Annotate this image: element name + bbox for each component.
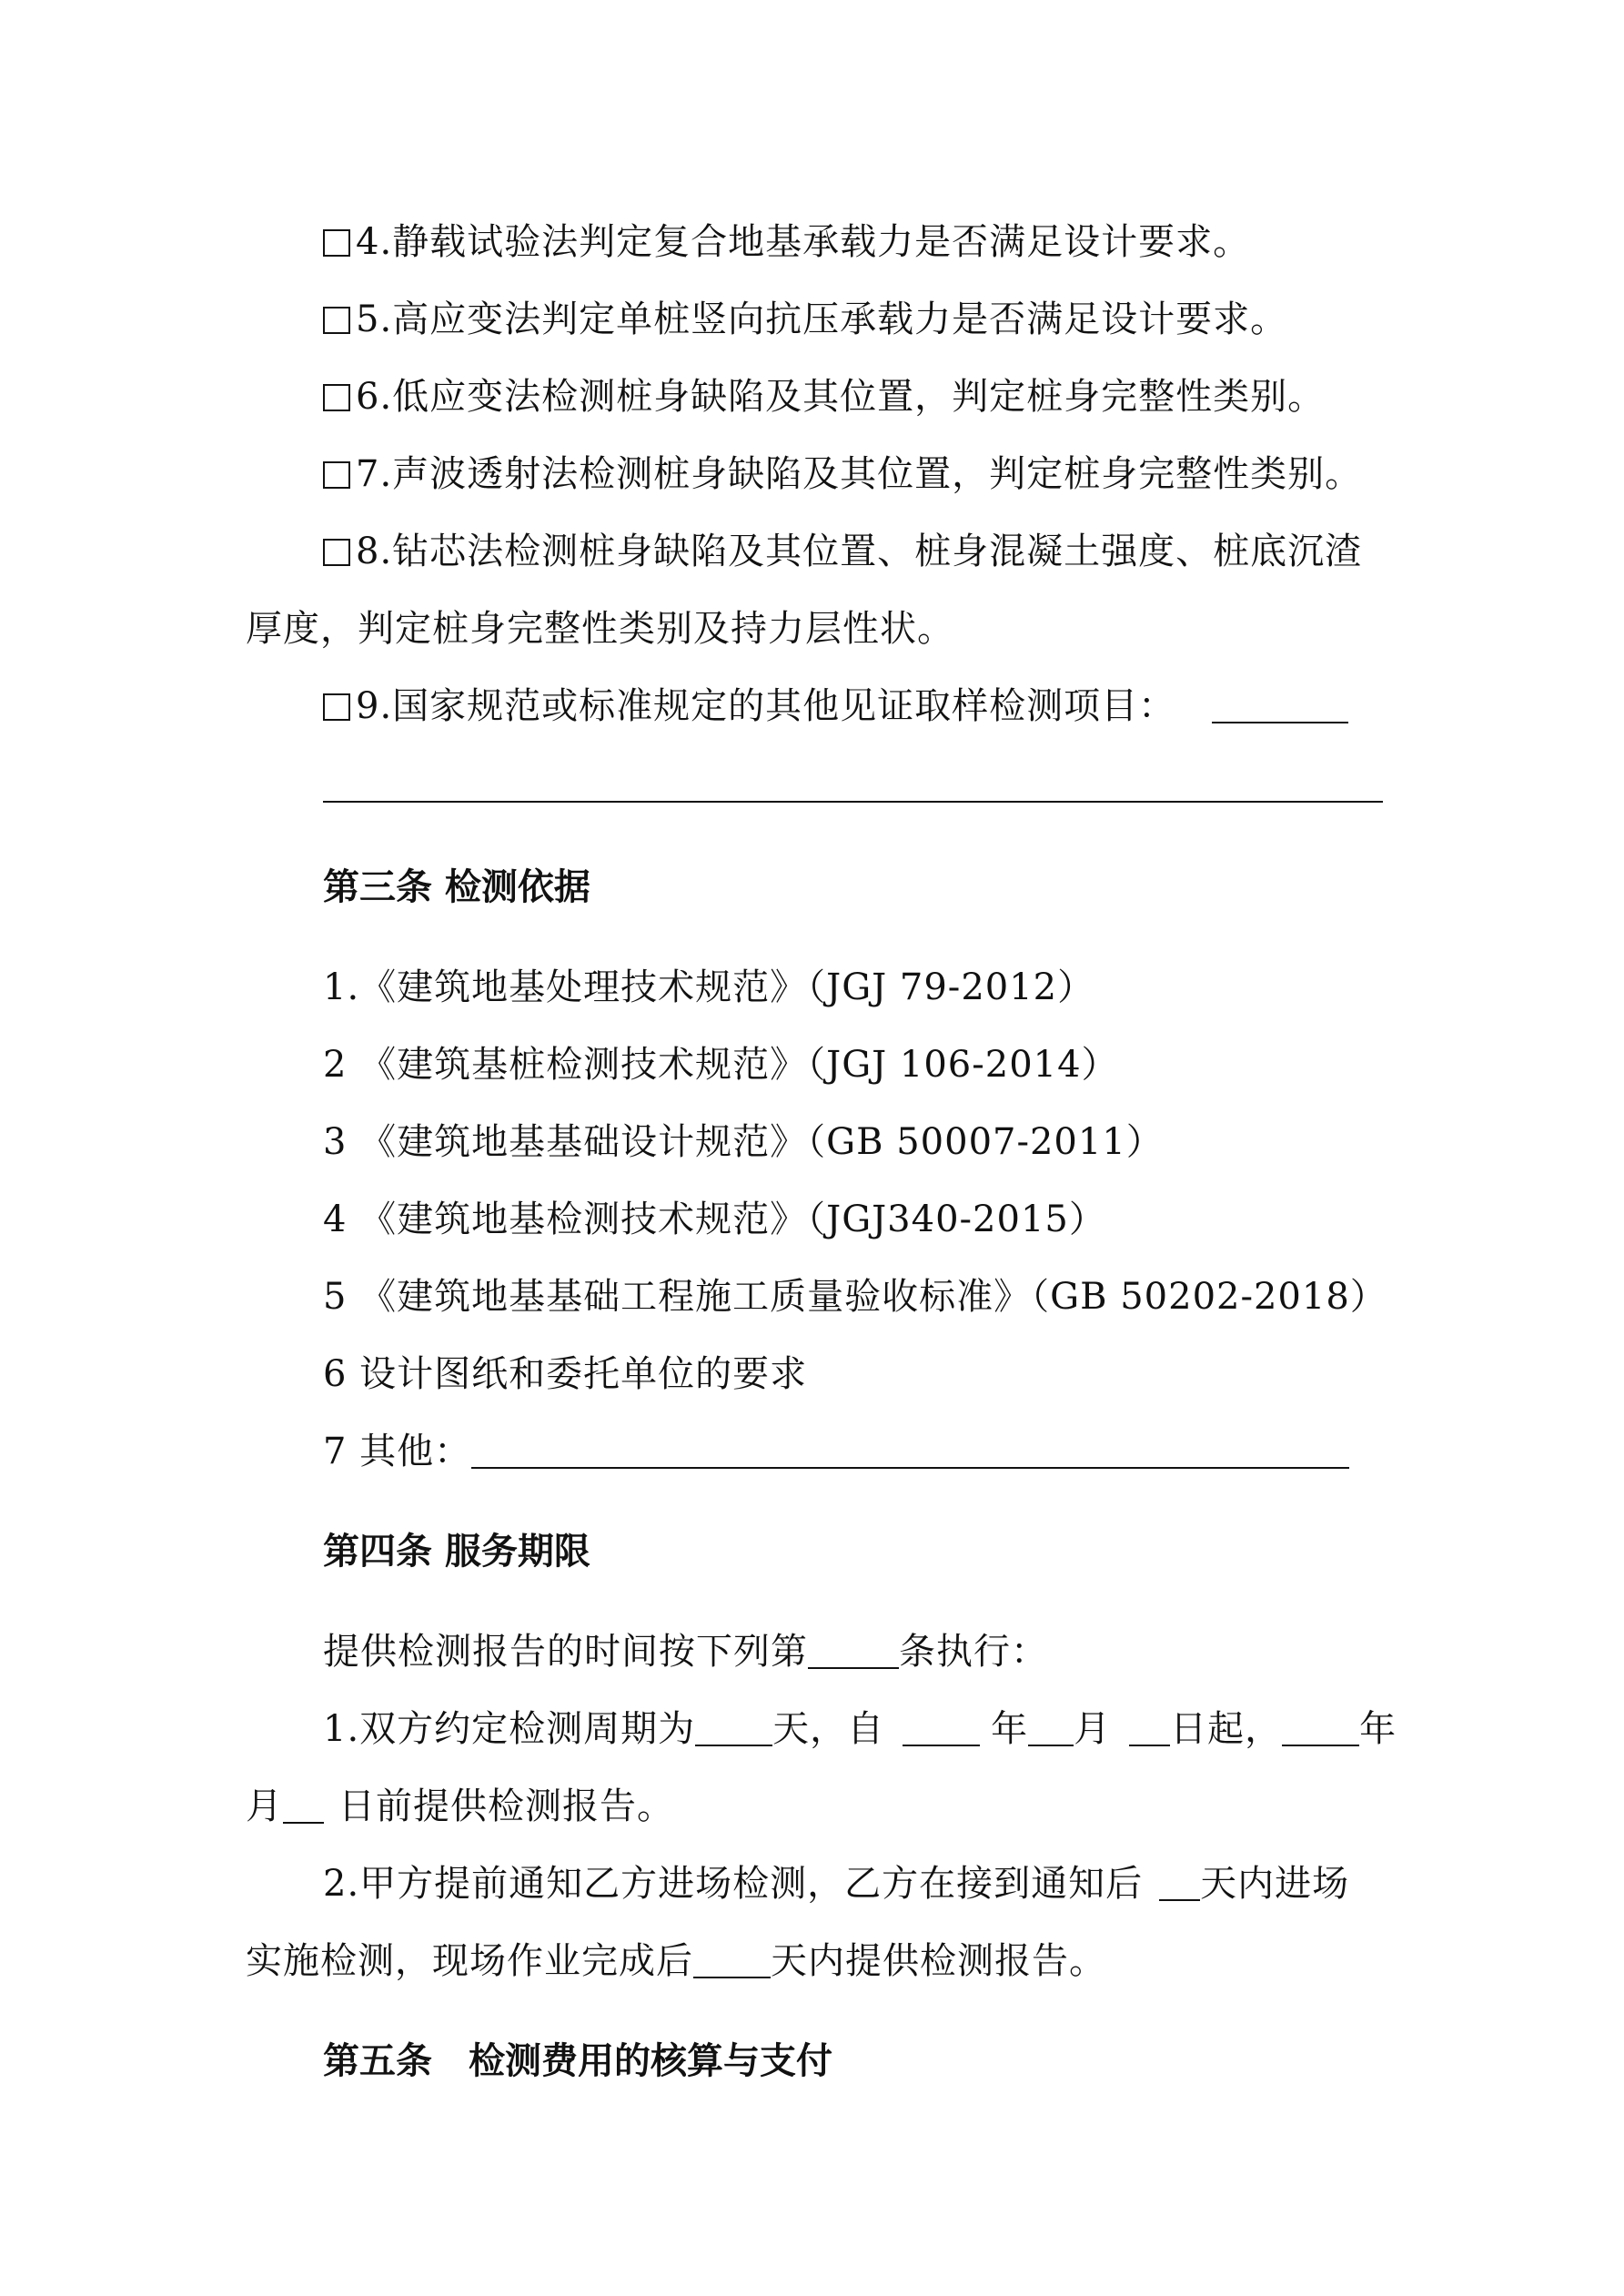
option-1-continuation — [246, 1784, 674, 1829]
entry-days-blank[interactable] — [1159, 1868, 1200, 1901]
period-intro — [323, 1629, 1048, 1674]
option-1-text-a: 1.双方约定检测周期为 — [323, 1708, 696, 1750]
item-6 — [323, 374, 1325, 420]
reference-3: 3 《建筑地基基础设计规范》（GB 50007-2011） — [323, 1121, 1164, 1163]
option-2-text-a: 2.甲方提前通知乙方进场检测，乙方在接到通知后 — [323, 1863, 1144, 1905]
option-1-text-b: 天，自 — [772, 1708, 885, 1750]
checkbox-8[interactable] — [323, 539, 350, 566]
end-year-blank[interactable] — [1282, 1714, 1359, 1746]
option-1 — [323, 1706, 1397, 1752]
item-4 — [323, 219, 1250, 265]
option-1-line2-b: 日前提供检测报告。 — [338, 1785, 674, 1827]
reference-7-other — [323, 1429, 1349, 1474]
cycle-days-blank[interactable] — [695, 1714, 772, 1746]
item-7 — [323, 451, 1362, 497]
other-label: 7 其他： — [323, 1431, 472, 1472]
reference-4: 4 《建筑地基检测技术规范》（JGJ340-2015） — [323, 1199, 1106, 1240]
option-2-continuation — [246, 1938, 1106, 1984]
report-days-blank[interactable] — [693, 1946, 771, 1978]
checkbox-6[interactable] — [323, 384, 350, 411]
checkbox-7[interactable] — [323, 461, 350, 489]
option-2 — [323, 1861, 1349, 1907]
clause-number-blank[interactable] — [808, 1636, 899, 1669]
item-4-text: 4.静载试验法判定复合地基承载力是否满足设计要求。 — [356, 221, 1251, 263]
item-7-text: 7.声波透射法检测桩身缺陷及其位置，判定桩身完整性类别。 — [356, 453, 1363, 495]
item-9 — [323, 683, 1348, 729]
option-2-line2-a: 实施检测，现场作业完成后 — [246, 1940, 693, 1982]
option-1-text-e: 日起， — [1170, 1708, 1283, 1750]
article-3-heading: 第三条 检测依据 — [323, 866, 590, 908]
item-8 — [323, 529, 1362, 574]
reference-5: 5 《建筑地基基础工程施工质量验收标准》（GB 50202-2018） — [323, 1276, 1387, 1318]
option-2-line2-b: 天内提供检测报告。 — [771, 1940, 1106, 1982]
option-1-text-d: 月 — [1074, 1708, 1112, 1750]
reference-6: 6 设计图纸和委托单位的要求 — [323, 1353, 808, 1395]
item-9-text: 9.国家规范或标准规定的其他见证取样检测项目： — [356, 685, 1176, 727]
other-blank[interactable] — [471, 1436, 1349, 1469]
start-day-blank[interactable] — [1129, 1714, 1170, 1746]
item-8-text-line2: 厚度，判定桩身完整性类别及持力层性状。 — [246, 608, 954, 650]
checkbox-9[interactable] — [323, 693, 350, 721]
period-intro-text: 提供检测报告的时间按下列第 — [323, 1631, 808, 1673]
reference-2: 2 《建筑基桩检测技术规范》（JGJ 106-2014） — [323, 1044, 1119, 1086]
item-8-continuation — [246, 606, 954, 652]
checkbox-4[interactable] — [323, 229, 350, 257]
start-year-blank[interactable] — [903, 1714, 980, 1746]
option-1-text-f: 年 — [1359, 1708, 1397, 1750]
period-intro-text-end: 条执行： — [899, 1631, 1048, 1673]
item-6-text: 6.低应变法检测桩身缺陷及其位置，判定桩身完整性类别。 — [356, 376, 1326, 418]
item-9-blank[interactable] — [1212, 691, 1348, 723]
end-month-blank[interactable] — [283, 1791, 324, 1824]
start-month-blank[interactable] — [1028, 1714, 1074, 1746]
article-4-heading: 第四条 服务期限 — [323, 1531, 590, 1573]
item-9-blank-line[interactable] — [323, 801, 1383, 803]
option-1-text-c: 年 — [991, 1708, 1029, 1750]
checkbox-5[interactable] — [323, 307, 350, 334]
article-5-heading: 第五条 检测费用的核算与支付 — [323, 2040, 832, 2082]
option-1-line2-a: 月 — [246, 1785, 283, 1827]
item-5-text: 5.高应变法判定单桩竖向抗压承载力是否满足设计要求。 — [356, 298, 1288, 340]
item-8-text: 8.钻芯法检测桩身缺陷及其位置、桩身混凝土强度、桩底沉渣 — [356, 531, 1363, 572]
item-5 — [323, 297, 1287, 342]
reference-1: 1.《建筑地基处理技术规范》（JGJ 79-2012） — [323, 966, 1095, 1008]
option-2-text-b: 天内进场 — [1200, 1863, 1350, 1905]
